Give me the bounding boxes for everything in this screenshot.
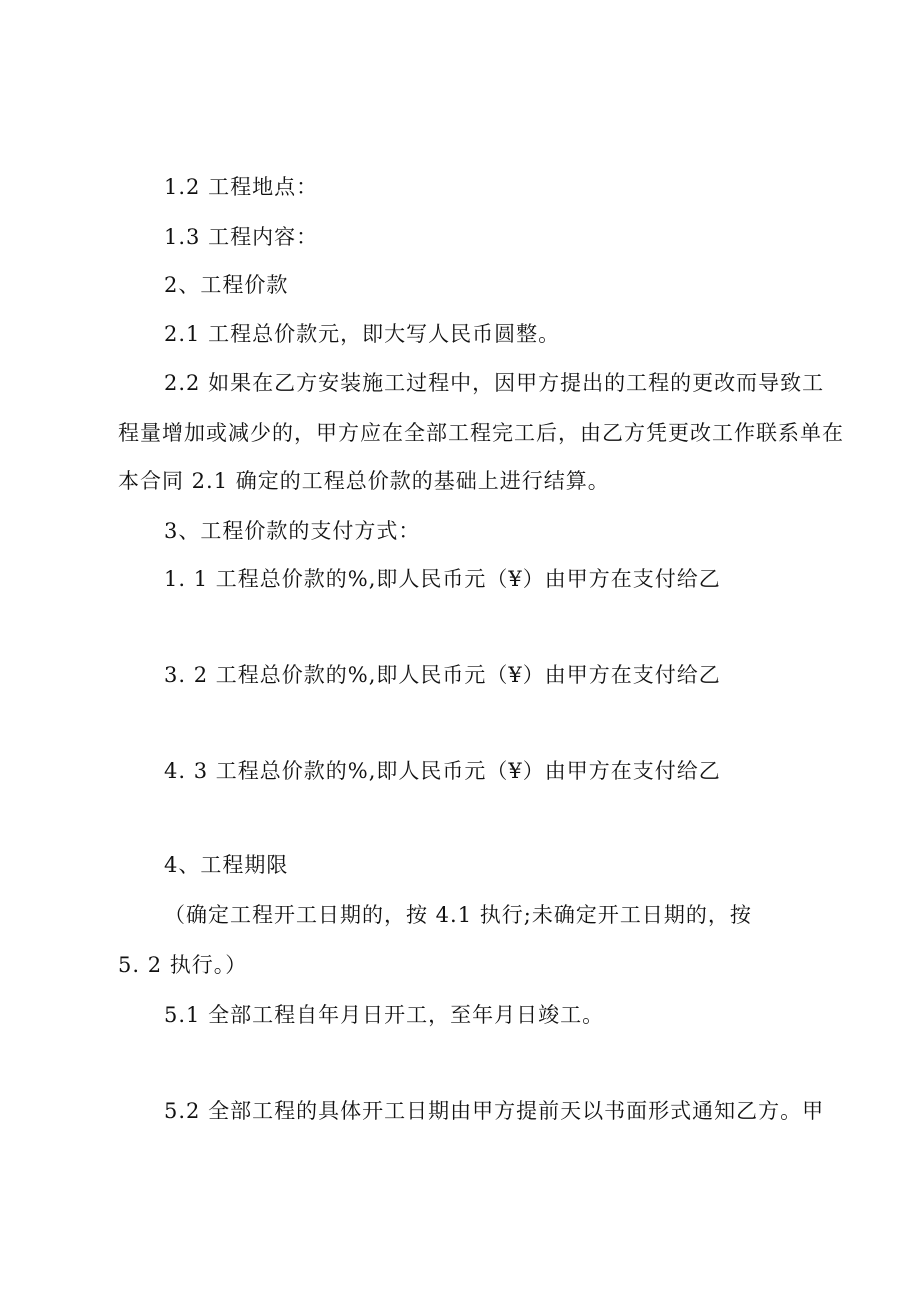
- payment-item-2: 3. 2 工程总价款的%,即人民币元（¥）由甲方在支付给乙: [164, 663, 721, 687]
- section-2-heading: 2、工程价款: [164, 273, 289, 297]
- clause-1-3-content: 1.3 工程内容：: [164, 225, 319, 249]
- clause-5-2-start-notice: 5.2 全部工程的具体开工日期由甲方提前天以书面形式通知乙方。甲: [164, 1099, 825, 1123]
- clause-2-1-total-price: 2.1 工程总价款元，即大写人民币圆整。: [164, 322, 561, 346]
- clause-2-2-line-1: 2.2 如果在乙方安装施工过程中，因甲方提出的工程的更改而导致工: [164, 371, 825, 395]
- schedule-note-line-2: 5. 2 执行。）: [118, 953, 248, 977]
- section-4-heading: 4、工程期限: [164, 853, 289, 877]
- section-3-heading: 3、工程价款的支付方式：: [164, 519, 421, 543]
- schedule-note-line-1: （确定工程开工日期的，按 4.1 执行;未确定开工日期的，按: [164, 903, 752, 927]
- clause-5-1-dates: 5.1 全部工程自年月日开工，至年月日竣工。: [164, 1003, 605, 1027]
- payment-item-1: 1. 1 工程总价款的%,即人民币元（¥）由甲方在支付给乙: [164, 567, 721, 591]
- payment-item-3: 4. 3 工程总价款的%,即人民币元（¥）由甲方在支付给乙: [164, 759, 721, 783]
- clause-1-2-location: 1.2 工程地点：: [164, 175, 319, 199]
- clause-2-2-line-3: 本合同 2.1 确定的工程总价款的基础上进行结算。: [118, 469, 610, 493]
- clause-2-2-line-2: 程量增加或减少的，甲方应在全部工程完工后，由乙方凭更改工作联系单在: [118, 421, 844, 445]
